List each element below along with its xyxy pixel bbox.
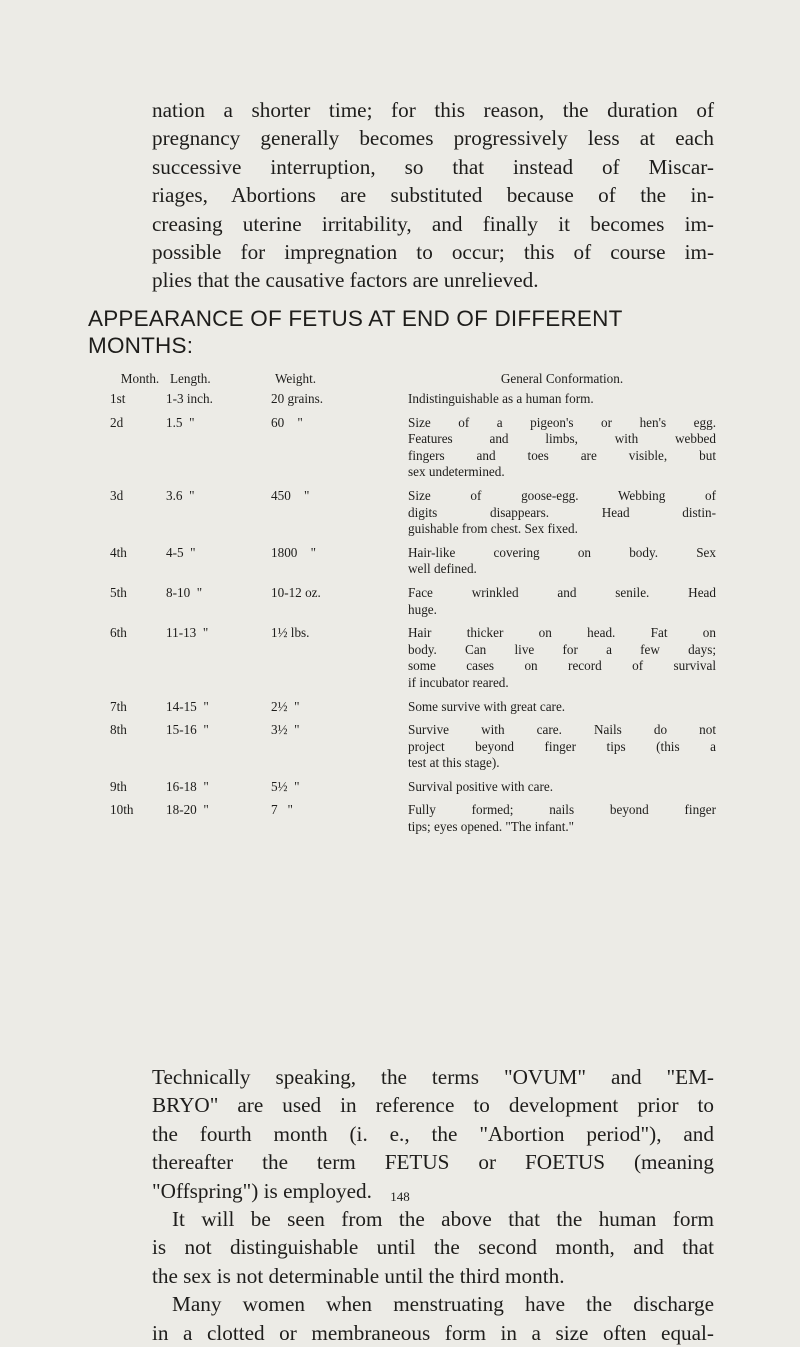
general-line: well defined. [408,561,477,577]
table-row [110,391,716,408]
heading-line: MONTHS: [88,333,194,358]
length-cell: 4-5 " [166,544,196,560]
general-line: Survive with care. Nails do not [408,722,716,738]
text-line: possible for impregnation to occur; this of course im- [152,240,714,265]
general-line: test at this stage). [408,755,500,771]
weight-cell: 450 " [271,487,310,503]
text-line: riages, Abortions are substituted because of the in- [152,183,714,208]
general-line: Survival positive with care. [408,778,554,794]
weight-cell: 5½ " [271,778,300,794]
header-length: Length. [170,371,211,386]
weight-cell: 1800 " [271,544,316,560]
text-line: Technically speaking, the terms "OVUM" and "EM- [152,1065,714,1089]
general-line: Hair thicker on head. Fat on [408,625,716,641]
general-line: Features and limbs, with webbed [408,431,716,447]
general-cell [408,802,716,835]
table-row [110,415,716,481]
text-line: BRYO" are used in reference to development prior to [152,1093,714,1118]
weight-cell: 10-12 oz. [271,584,321,600]
month-cell: 7th [110,698,127,714]
general-line: sex undetermined. [408,464,505,480]
month-cell: 8th [110,722,127,738]
general-line: project beyond finger tips (this a [408,738,716,754]
general-line: Fully formed; nails beyond finger [408,802,716,818]
general-line: guishable from chest. Sex fixed. [408,521,578,537]
heading-line: APPEARANCE OF FETUS AT END OF DIFFERENT [88,306,623,331]
table-row [110,545,716,578]
general-line: if incubator reared. [408,674,509,690]
general-line: some cases on record of survival [408,658,716,674]
weight-cell: 7 " [271,802,293,818]
length-cell: 14-15 " [166,698,209,714]
month-cell: 3d [110,487,124,503]
weight-cell: 2½ " [271,698,300,714]
technical-paragraph [152,1063,714,1347]
month-cell: 4th [110,544,127,560]
length-cell: 11-13 " [166,625,209,641]
text-line: the sex is not determinable until the third month. [152,1263,565,1288]
text-line: the fourth month (i. e., the "Abortion period"), and [152,1121,714,1146]
text-line: It will be seen from the above that the human form [172,1207,714,1232]
table-header [110,371,716,391]
general-cell [408,415,716,481]
length-cell: 15-16 " [166,722,209,738]
text-line: creasing uterine irritability, and finally it becomes im- [152,211,714,236]
month-cell: 2d [110,414,124,430]
month-cell: 1st [110,391,126,406]
table-row [110,779,716,796]
general-line: fingers and toes are visible, but [408,447,716,463]
general-cell [408,625,716,691]
table-row [110,625,716,691]
weight-cell: 1½ lbs. [271,625,310,641]
text-line: thereafter the term FETUS or FOETUS (meaning [152,1150,714,1175]
text-line: Many women when menstruating have the discharge [172,1292,714,1317]
general-cell [408,779,716,796]
general-line: Face wrinkled and senile. Head [408,584,716,600]
general-line: digits disappears. Head distin- [408,504,716,520]
length-cell: 1.5 " [166,414,195,430]
month-cell: 10th [110,802,134,818]
fetus-table [110,371,716,843]
length-cell: 18-20 " [166,802,209,818]
header-general: General Conformation. [500,371,624,386]
table-body [110,391,716,836]
general-line: Size of goose-egg. Webbing of [408,487,716,503]
table-row [110,699,716,716]
text-line: in a clotted or membraneous form in a size often equal- [152,1320,714,1345]
month-cell: 9th [110,778,127,794]
general-cell [408,585,716,618]
table-row [110,585,716,618]
table-row [110,722,716,772]
length-cell: 3.6 " [166,487,195,503]
table-row [110,488,716,538]
general-line: huge. [408,601,437,617]
general-cell [408,722,716,772]
text-line: is not distinguishable until the second month, and that [152,1235,714,1260]
header-month: Month. [120,371,160,386]
general-line: Some survive with great care. [408,698,566,714]
general-cell [408,488,716,538]
section-heading [88,305,718,359]
weight-cell: 3½ " [271,722,300,738]
page-number: 148 [390,1189,410,1204]
general-line: tips; eyes opened. "The infant." [408,819,575,835]
month-cell: 6th [110,625,127,641]
general-cell [408,391,716,408]
general-line: Size of a pigeon's or hen's egg. [408,414,716,430]
header-weight: Weight. [275,371,317,386]
weight-cell: 60 " [271,414,303,430]
text-line: plies that the causative factors are unrelieved. [152,268,539,293]
text-line: "Offspring") is employed. [152,1178,372,1203]
table-row [110,802,716,835]
length-cell: 1-3 inch. [166,391,213,406]
text-line: pregnancy generally becomes progressively less at each [152,126,714,151]
general-line: body. Can live for a few days; [408,641,716,657]
intro-paragraph [152,96,714,295]
length-cell: 16-18 " [166,778,209,794]
text-line: nation a shorter time; for this reason, the duration of [152,98,714,122]
general-cell [408,545,716,578]
length-cell: 8-10 " [166,584,203,600]
weight-cell: 20 grains. [271,391,324,406]
text-line: successive interruption, so that instead of Miscar- [152,154,714,179]
general-line: Hair-like covering on body. Sex [408,544,716,560]
general-line: Indistinguishable as a human form. [408,391,594,406]
general-cell [408,699,716,716]
month-cell: 5th [110,584,127,600]
